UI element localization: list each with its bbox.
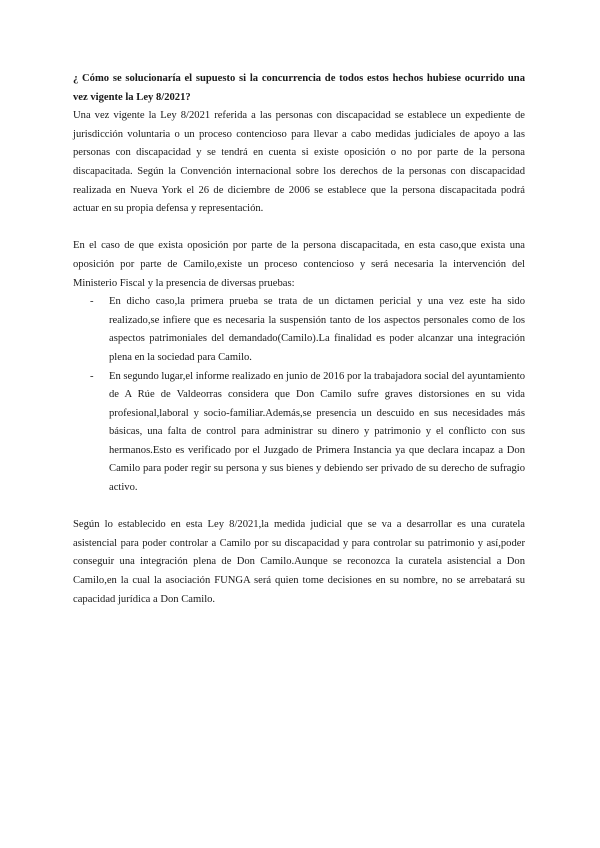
evidence-item [73,368,525,498]
evidence-item-text: En dicho caso,la primera prueba se trata de un dictamen pericial y una vez este ha sido realizado,se infiere que es necesaria la suspensión tanto de los aspectos personales como de los aspectos patrimoniales del demandado(Camilo).La finalidad es poder alcanzar una integración plena en la sociedad para Camilo. [109,296,525,363]
list-bullet: - [90,370,94,382]
opposition-paragraph: En el caso de que exista oposición por parte de la persona discapacitada, en esta caso,que exista una oposición por parte de Camilo,existe un proceso contencioso y será necesaria la intervención del Ministerio Fiscal y la presencia de diversas pruebas: [73,240,525,289]
paragraph-spacer [73,219,525,238]
question-heading: ¿ Cómo se solucionaría el supuesto si la concurrencia de todos estos hechos hubiese ocurrido una vez vigente la Ley 8/2021? [73,73,525,103]
evidence-item-text: En segundo lugar,el informe realizado en junio de 2016 por la trabajadora social del ayuntamiento de A Rúe de Valdeorras considera que Don Camilo sufre graves distorsiones en su vida profesional,laboral y socio-familiar.Además,se presencia un descuido en sus necesidades más básicas, una falta de control para administrar su dinero y patrimonio y el conflicto con sus hermanos.Esto es verificado por el Juzgado de Primera Instancia ya que declara incapaz a Don Camilo para poder regir su persona y sus bienes y debiendo ser privado de su derecho de sufragio activo. [109,370,525,494]
document-page [73,70,525,609]
conclusion-paragraph: Según lo establecido en esta Ley 8/2021,la medida judicial que se va a desarrollar es una curatela asistencial para poder controlar a Camilo por su discapacidad y para controlar su patrimonio y así,poder conseguir una integración plena de Don Camilo.Aunque se reconozca la curatela asistencial a Don Camilo,en la cual la asociación FUNGA será quien tome decisiones en su nombre, no se arrebatará su capacidad jurídica a Don Camilo. [73,519,525,605]
evidence-list [73,293,525,498]
paragraph-spacer [73,498,525,517]
list-bullet: - [90,296,94,308]
intro-paragraph: Una vez vigente la Ley 8/2021 referida a las personas con discapacidad se establece un expediente de jurisdicción voluntaria o un proceso contencioso para llevar a cabo medidas judiciales de apoyo a las personas con discapacidad y se tendrá en cuenta si existe oposición o no por parte de la persona discapacitada. Según la Convención internacional sobre los derechos de la personas con discapacidad realizada en Nueva York el 26 de diciembre de 2006 se establece que la persona discapacitada podrá actuar en su propia defensa y representación. [73,110,525,215]
evidence-item [73,293,525,367]
